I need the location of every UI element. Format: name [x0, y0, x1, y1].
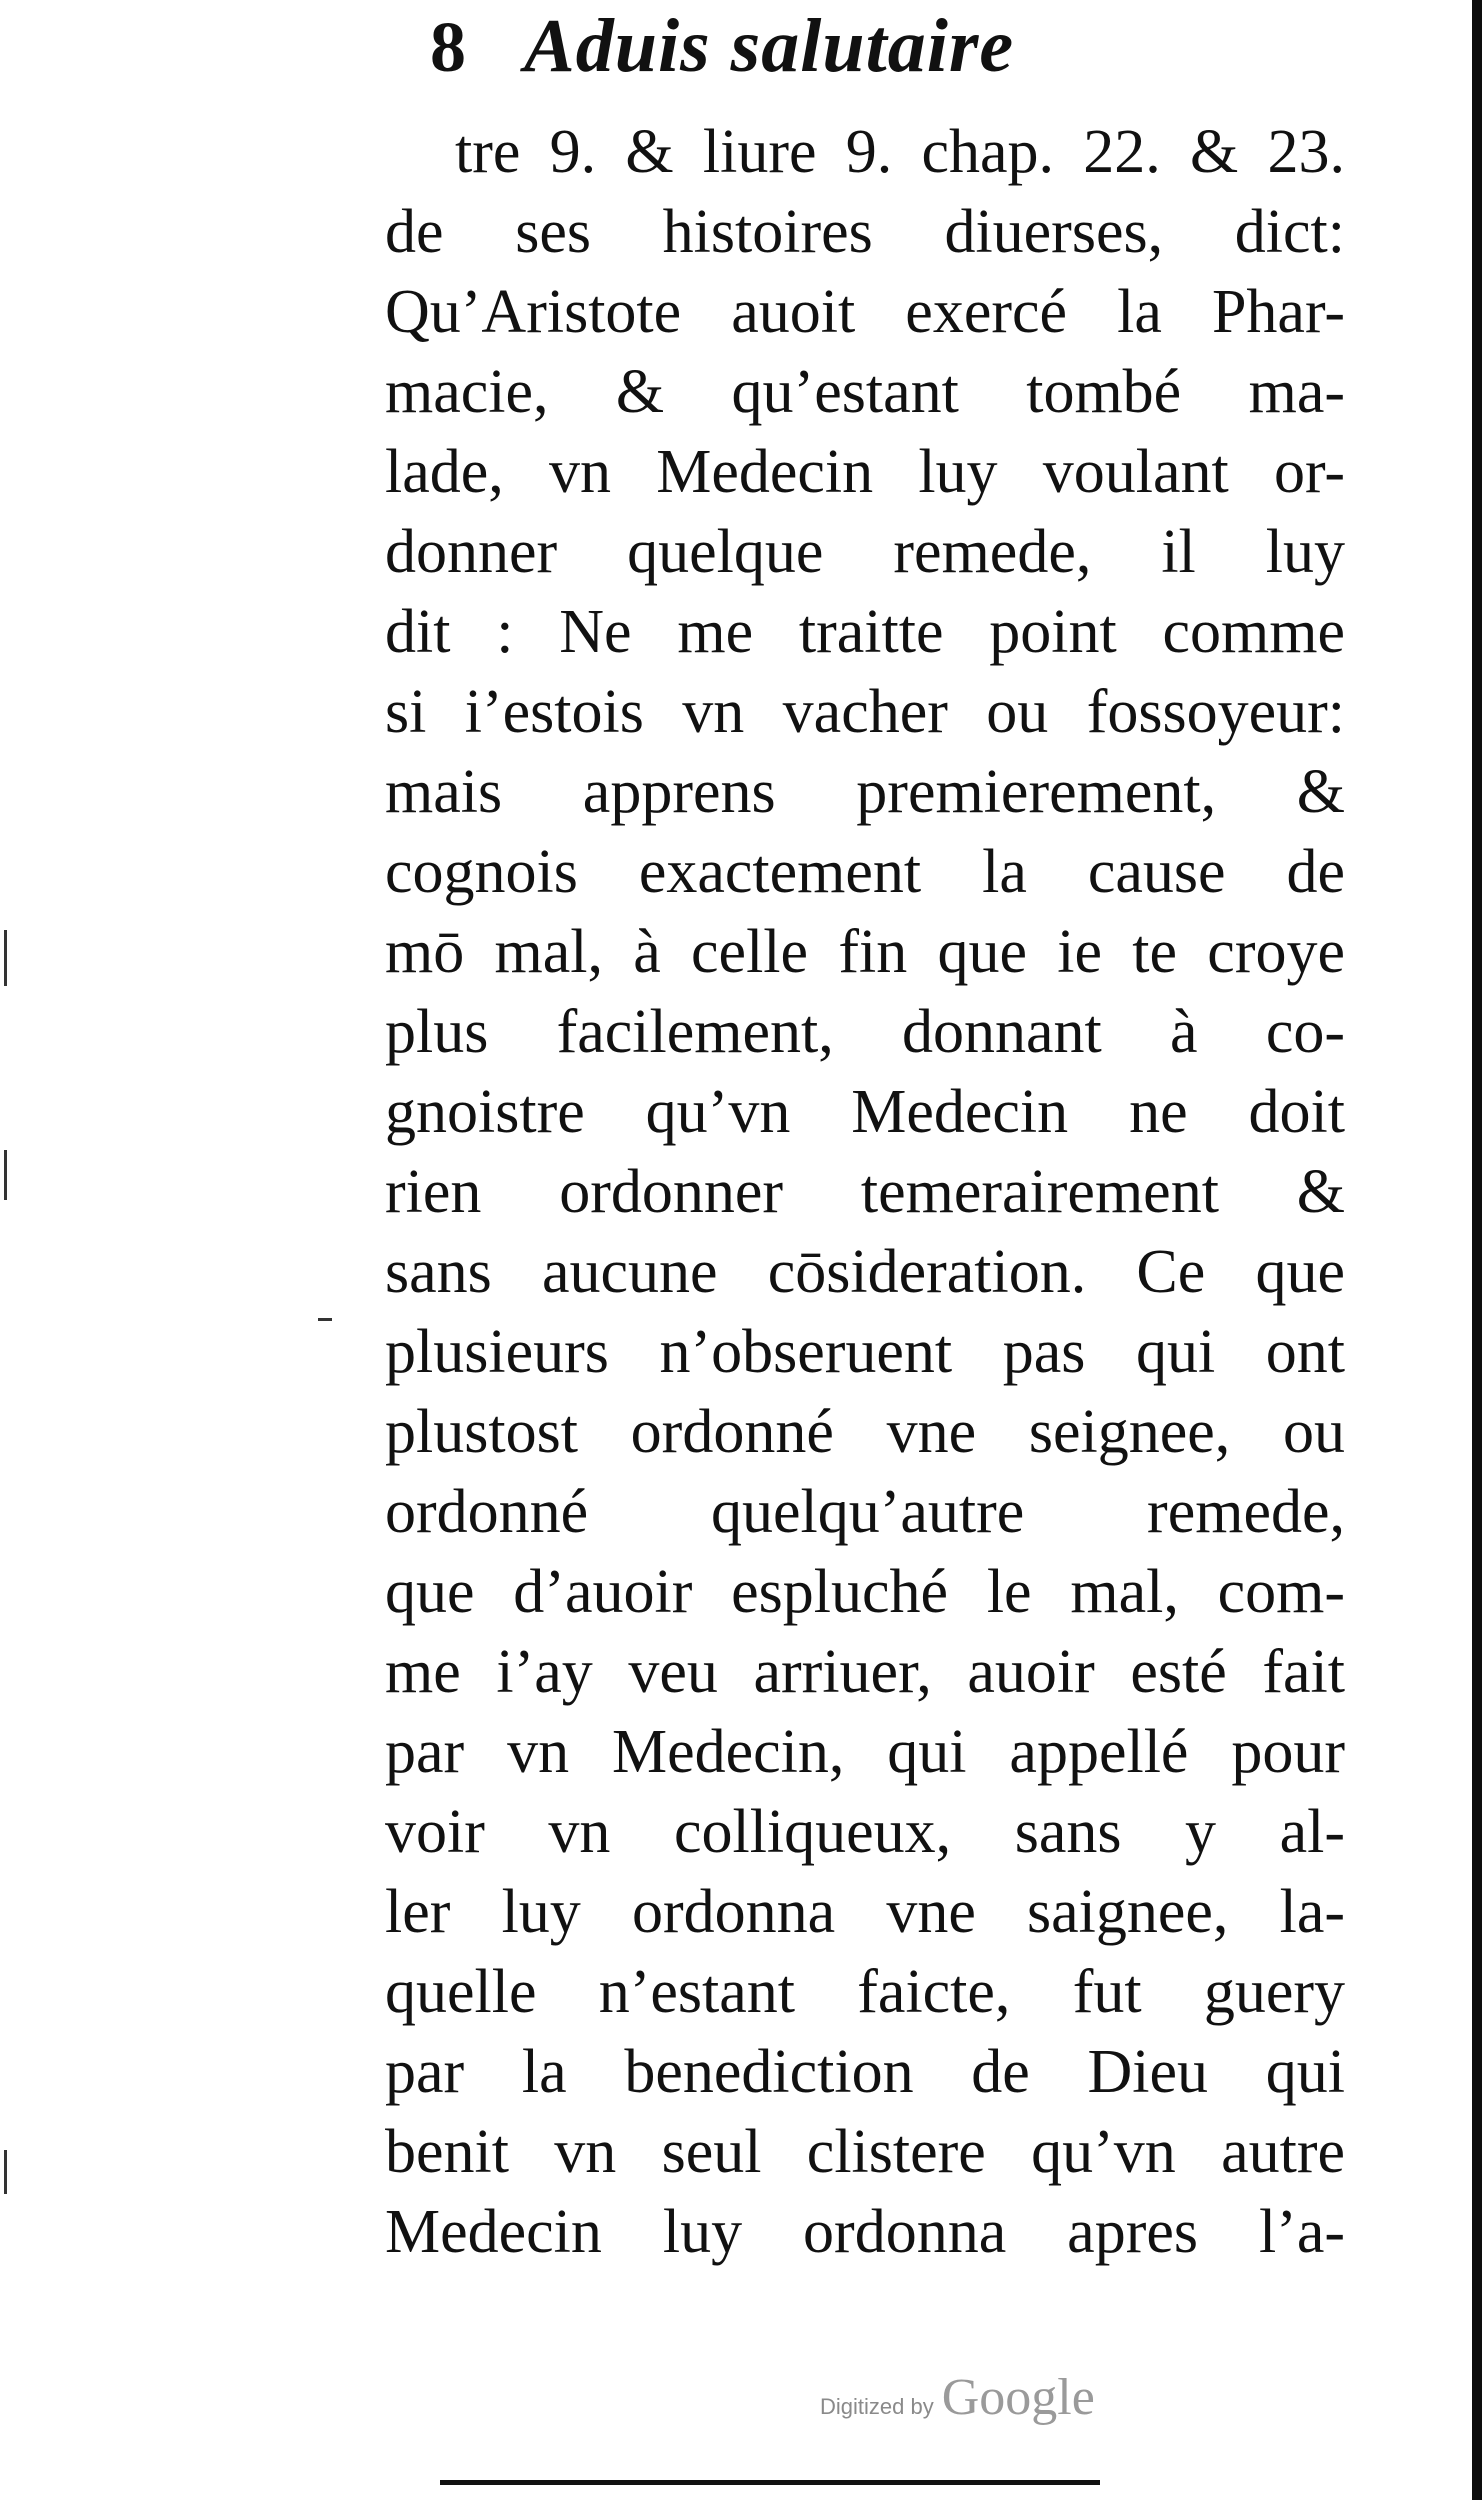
left-margin-mark [4, 2150, 7, 2194]
text-line: plustost ordonné vne seignee, ou [385, 1398, 1345, 1466]
left-margin-mark [318, 1318, 332, 1321]
text-line: macie, & qu’estant tombé ma- [385, 358, 1345, 426]
text-line: dit : Ne me traitte point comme [385, 598, 1345, 666]
text-line: sans aucune cōsideration. Ce que [385, 1238, 1345, 1306]
text-line: si i’estois vn vacher ou fossoyeur: [385, 678, 1345, 746]
text-line: que d’auoir espluché le mal, com- [385, 1558, 1345, 1626]
text-line: ordonné quelqu’autre remede, [385, 1478, 1345, 1546]
text-line: me i’ay veu arriuer, auoir esté fait [385, 1638, 1345, 1706]
text-line: mais apprens premierement, & [385, 758, 1345, 826]
page-number: 8 [430, 7, 466, 87]
digitized-by-label: Digitized by [820, 2394, 934, 2419]
text-line: mō mal, à celle fin que ie te croye [385, 918, 1345, 986]
left-margin-mark [4, 1150, 7, 1200]
text-line: donner quelque remede, il luy [385, 518, 1345, 586]
text-line: plus facilement, donnant à co- [385, 998, 1345, 1066]
bottom-rule [440, 2480, 1100, 2485]
text-line: ler luy ordonna vne saignee, la- [385, 1878, 1345, 1946]
text-line: quelle n’estant faicte, fut guery [385, 1958, 1345, 2026]
text-line: Qu’Aristote auoit exercé la Phar- [385, 278, 1345, 346]
text-line: plusieurs n’obseruent pas qui ont [385, 1318, 1345, 1386]
text-line: tre 9. & liure 9. chap. 22. & 23. [455, 118, 1345, 186]
text-line: gnoistre qu’vn Medecin ne doit [385, 1078, 1345, 1146]
text-line: par vn Medecin, qui appellé pour [385, 1718, 1345, 1786]
right-page-edge [1472, 0, 1482, 2500]
text-line: rien ordonner temerairement & [385, 1158, 1345, 1226]
text-line: benit vn seul clistere qu’vn autre [385, 2118, 1345, 2186]
left-margin-mark [4, 930, 7, 986]
text-line: voir vn colliqueux, sans y al- [385, 1798, 1345, 1866]
running-head: Aduis salutaire [524, 4, 1015, 88]
digitization-footer [820, 2368, 1095, 2427]
text-line: cognois exactement la cause de [385, 838, 1345, 906]
text-line: Medecin luy ordonna apres l’a- [385, 2198, 1345, 2266]
text-line: de ses histoires diuerses, dict: [385, 198, 1345, 266]
text-line: lade, vn Medecin luy voulant or- [385, 438, 1345, 506]
google-logo: Google [941, 2369, 1095, 2426]
page-header [430, 4, 1330, 98]
text-line: par la benediction de Dieu qui [385, 2038, 1345, 2106]
body-text [385, 112, 1345, 2272]
